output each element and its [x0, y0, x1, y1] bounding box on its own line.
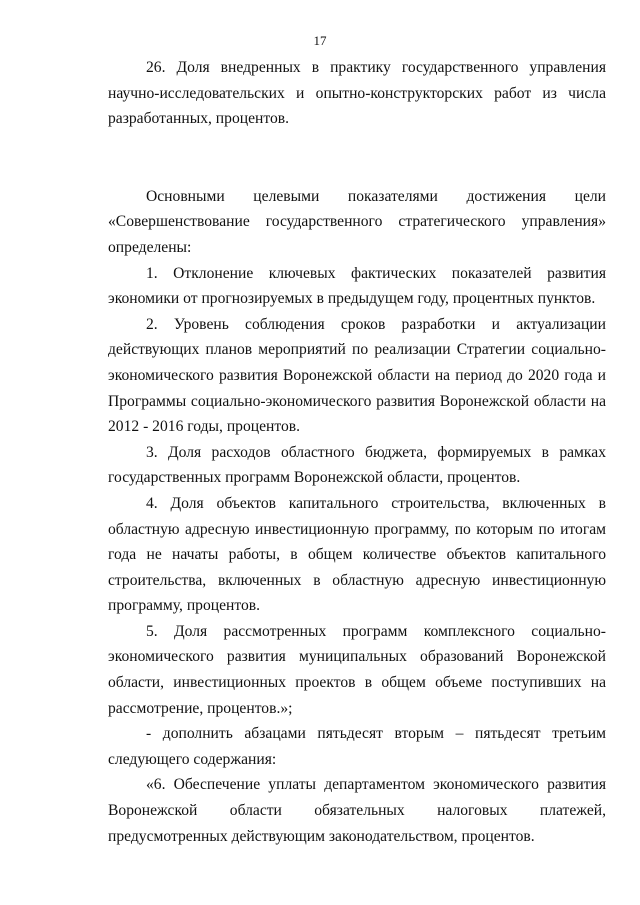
paragraph-item-3: 3. Доля расходов областного бюджета, формируемых в рамках государственных программ Воронежской области, процентов.: [108, 443, 606, 487]
paragraph-item-2: 2. Уровень соблюдения сроков разработки и актуализации действующих планов мероприятий по реализации Стратегии социально-экономического развития Воронежской области на период до 2020 года и Программы социально-экономического развития Воронежской области на 2012 - 2016 годы, процентов.: [108, 315, 606, 436]
document-body: [108, 55, 606, 849]
paragraph-gap: [108, 132, 606, 184]
paragraph-item-6: «6. Обеспечение уплаты департаментом экономического развития Воронежской области обязательных налоговых платежей, предусмотренных действующим законодательством, процентов.: [108, 776, 606, 845]
paragraph-item-4: 4. Доля объектов капитального строительства, включенных в областную адресную инвестиционную программу, по которым по итогам года не начаты работы, в общем количестве объектов капитального строительства, включенных в областную адресную инвестиционную программу, процентов.: [108, 494, 606, 615]
page-number: 17: [313, 33, 327, 48]
paragraph-amendment: - дополнить абзацами пятьдесят вторым – пятьдесят третьим следующего содержания:: [108, 725, 606, 768]
paragraph-item-26: 26. Доля внедренных в практику государственного управления научно-исследовательских и опытно-конструкторских работ из числа разработанных, процентов.: [108, 59, 606, 128]
paragraph-item-1: 1. Отклонение ключевых фактических показателей развития экономики от прогнозируемых в предыдущем году, процентных пунктов.: [108, 264, 606, 308]
paragraph-intro-indicators: Основными целевыми показателями достижения цели «Совершенствование государственного стратегического управления» определены:: [108, 187, 606, 256]
paragraph-item-5: 5. Доля рассмотренных программ комплексного социально-экономического развития муниципальных образований Воронежской области, инвестиционных проектов в общем объеме поступивших на рассмотрение, процентов.»;: [108, 622, 606, 717]
